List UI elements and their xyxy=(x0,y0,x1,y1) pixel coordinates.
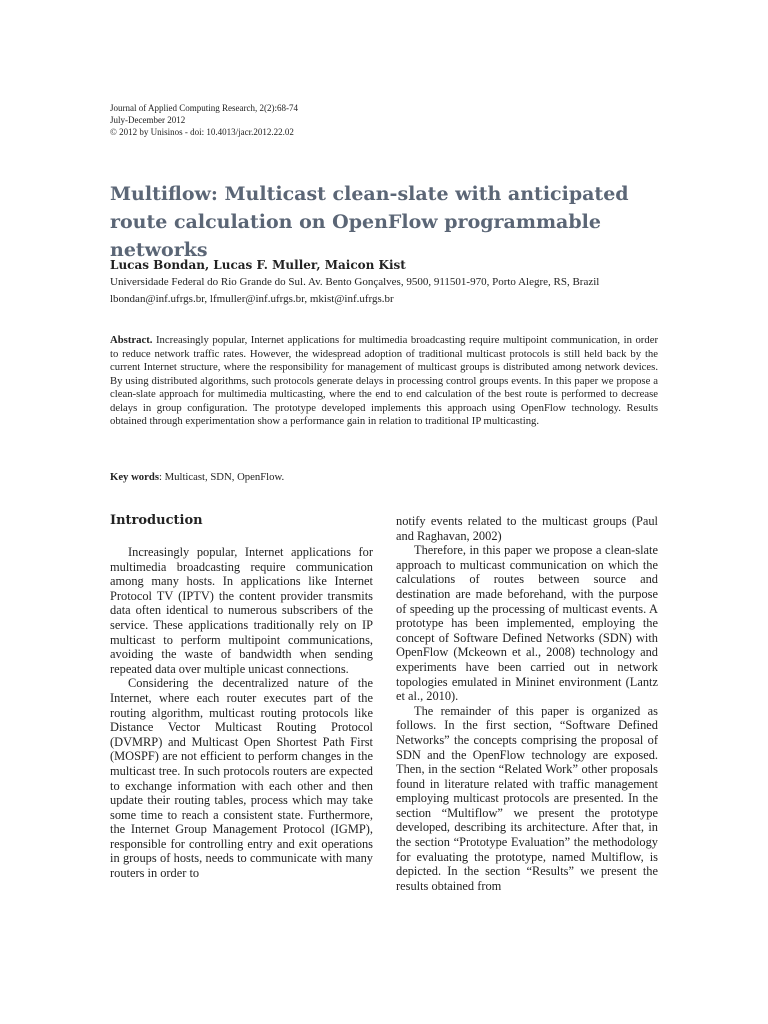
paper-affiliation: Universidade Federal do Rio Grande do Sul. Av. Bento Gonçalves, 9500, 911501-970, Porto Alegre, RS, Brazil xyxy=(110,276,600,288)
keywords xyxy=(110,471,284,483)
paper-emails: lbondan@inf.ufrgs.br, lfmuller@inf.ufrgs.br, mkist@inf.ufrgs.br xyxy=(110,293,394,305)
body-column-right xyxy=(396,514,658,893)
body-paragraph: Considering the decentralized nature of the Internet, where each router executes part of the routing algorithm, multicast routing protocols like Distance Vector Multicast Routing Protocol (DVMRP) and Multicast Open Shortest Path First (MOSPF) are not efficient to perform changes in the multicast tree. In such protocols routers are expected to exchange information with each other and then update their routing tables, process which may take some time to reach a consistent state. Furthermore, the Internet Group Management Protocol (IGMP), responsible for controlling entry and exit operations in groups of hosts, needs to communicate with many routers in order to xyxy=(110,676,373,881)
abstract-text: Increasingly popular, Internet applications for multimedia broadcasting require multipoint communication, in order to reduce network traffic rates. However, the widespread adoption of traditional multicast protocols is still held back by the current Internet structure, where the responsibility for management of multicast groups is distributed among network devices. By using distributed algorithms, such protocols generate delays in processing control groups events. In this paper we propose a clean-slate approach for multimedia multicasting, where the end to end calculation of the best route is performed to decrease delays in group configuration. The prototype developed implements this approach using OpenFlow technology. Results obtained through experimentation show a performance gain in relation to traditional IP multicasting. xyxy=(110,334,659,427)
body-paragraph: Increasingly popular, Internet applications for multimedia broadcasting require communication among many hosts. In applications like Internet Protocol TV (IPTV) the content provider transmits data often identical to numerous subscribers of the service. These applications traditionally rely on IP multicast to perform multipoint communications, avoiding the waste of bandwidth when sending repeated data over multiple unicast connections. xyxy=(110,545,373,676)
journal-date: July-December 2012 xyxy=(110,115,186,125)
body-paragraph: notify events related to the multicast groups (Paul and Raghavan, 2002) xyxy=(396,514,658,543)
body-paragraph: Therefore, in this paper we propose a clean-slate approach to multicast communication on which the calculations of routes between source and destination are made beforehand, with the purpose of speeding up the processing of multicast events. A prototype has been implemented, employing the concept of Software Defined Networks (SDN) with OpenFlow (Mckeown et al., 2008) technology and experiments have been carried out in network topologies emulated in Mininet environment (Lantz et al., 2010). xyxy=(396,543,658,704)
section-heading-introduction: Introduction xyxy=(110,513,203,528)
journal-citation: Journal of Applied Computing Research, 2(2):68-74 xyxy=(110,103,298,113)
keywords-label: Key words xyxy=(110,471,159,483)
abstract xyxy=(110,334,658,429)
paper-authors: Lucas Bondan, Lucas F. Muller, Maicon Kist xyxy=(110,258,406,272)
body-paragraph: The remainder of this paper is organized as follows. In the first section, “Software Defined Networks” the concepts comprising the proposal of SDN and the OpenFlow technology are exposed. Then, in the section “Related Work” other proposals found in literature related with traffic management employing multicast protocols are presented. In the section “Multiflow” we present the prototype developed, describing its architecture. After that, in the section “Prototype Evaluation” the methodology for evaluating the prototype, named Multiflow, is depicted. In the section “Results” we present the results obtained from xyxy=(396,703,658,893)
body-column-left xyxy=(110,545,373,881)
journal-copyright: © 2012 by Unisinos - doi: 10.4013/jacr.2012.22.02 xyxy=(110,127,294,137)
paper-title: Multiflow: Multicast clean-slate with anticipated route calculation on OpenFlow programmable networks xyxy=(110,183,629,261)
keywords-text: : Multicast, SDN, OpenFlow. xyxy=(158,471,285,483)
abstract-label: Abstract. xyxy=(110,334,153,346)
journal-header xyxy=(110,102,298,138)
